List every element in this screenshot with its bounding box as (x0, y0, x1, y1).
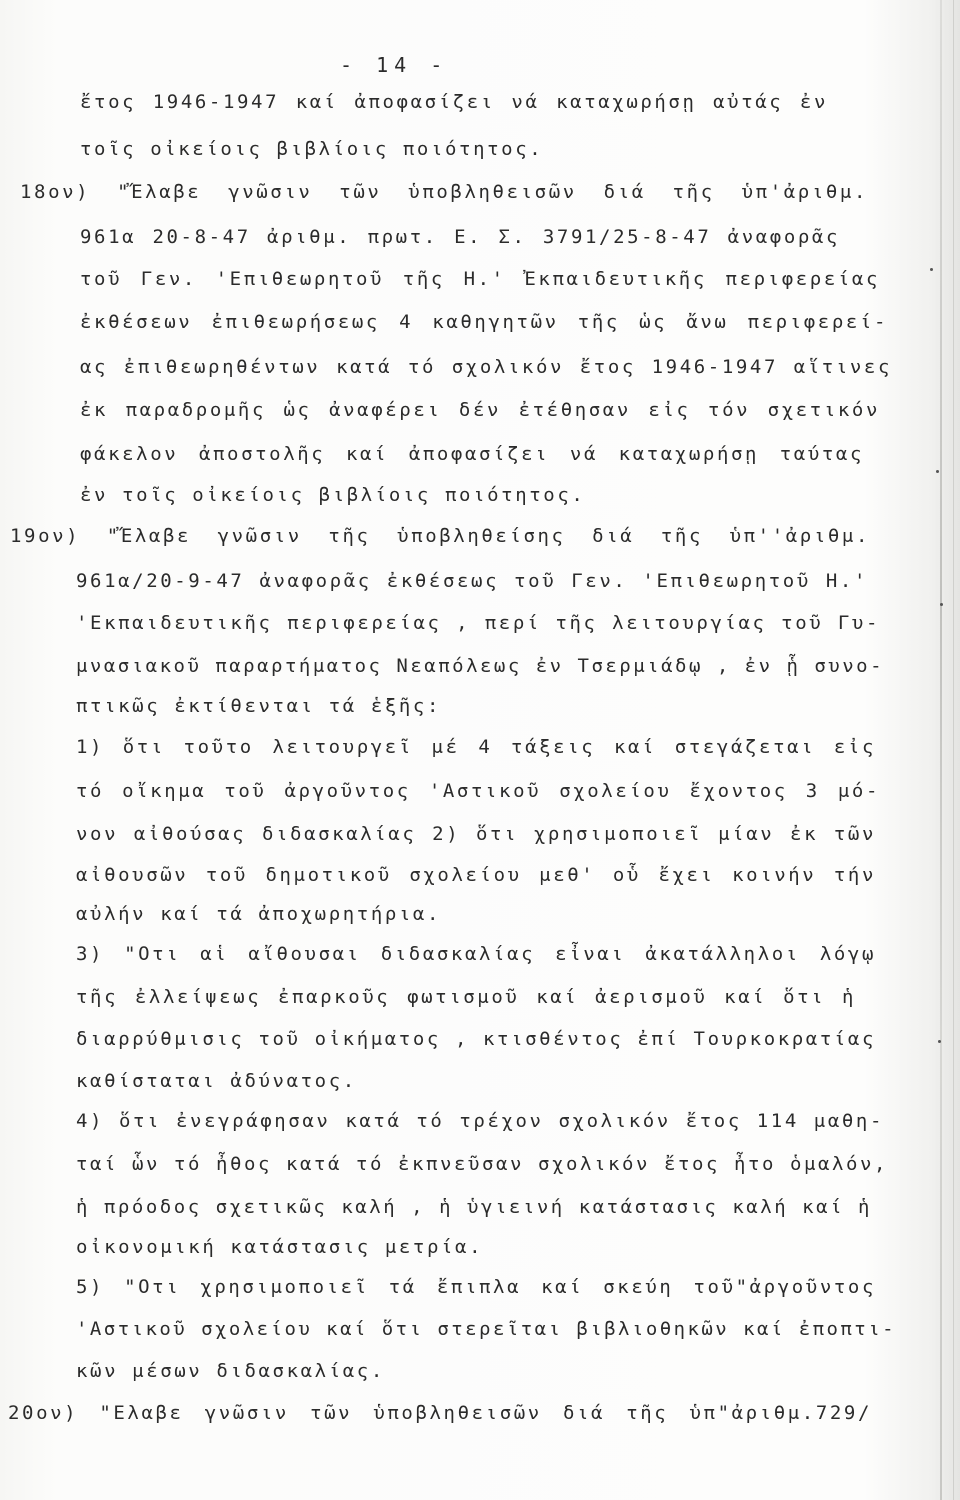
text-line: οἰκονομική κατάστασις μετρία. (76, 1236, 484, 1258)
text-line: διαρρύθμισις τοῦ οἰκήματος , κτισθέντος ἐπί Τουρκοκρατίας (76, 1028, 876, 1050)
text-line: αἰθουσῶν τοῦ δημοτικοῦ σχολείου μεθ' οὗ ἔχει κοινήν τήν (76, 864, 876, 886)
text-line: 'Εκπαιδευτικῆς περιφερείας , περί τῆς λειτουργίας τοῦ Γυ- (76, 612, 880, 634)
text-line: ας ἐπιθεωρηθέντων κατά τό σχολικόν ἔτος 1946-1947 αἵτινες (80, 356, 892, 378)
text-line: ἐν τοῖς οἰκείοις βιβλίοις ποιότητος. (80, 484, 586, 506)
text-line: 961α/20-9-47 ἀναφορᾶς ἐκθέσεως τοῦ Γεν. 'Επιθεωρητοῦ Η.' (76, 570, 868, 592)
item-18-heading: 18ον) "Ἔλαβε γνῶσιν τῶν ὑποβληθεισῶν διά τῆς ὑπ'ἀριθμ. (20, 181, 868, 203)
item-20-heading: 20ον) "Ελαβε γνῶσιν τῶν ὑποβληθεισῶν διά τῆς ὑπ"ἀριθμ.729/ (8, 1402, 872, 1424)
text-line: 3) "Οτι αἱ αἴθουσαι διδασκαλίας εἶναι ἀκατάλληλοι λόγῳ (76, 943, 876, 965)
text-line: τοῦ Γεν. 'Επιθεωρητοῦ τῆς Η.' Ἐκπαιδευτικῆς περιφερείας (80, 268, 880, 290)
text-line: 4) ὅτι ἐνεγράφησαν κατά τό τρέχον σχολικόν ἔτος 114 μαθη- (76, 1110, 884, 1132)
text-line: τῆς ἐλλείψεως ἐπαρκοῦς φωτισμοῦ καί ἀερισμοῦ καί ὅτι ἡ (76, 986, 856, 1008)
text-line: 5) "Οτι χρησιμοποιεῖ τά ἔπιπλα καί σκεύη τοῦ"ἀργοῦντος (76, 1276, 876, 1298)
text-line: 'Αστικοῦ σχολείου καί ὅτι στερεῖται βιβλιοθηκῶν καί ἐποπτι- (76, 1318, 896, 1340)
text-line: 1) ὅτι τοῦτο λειτουργεῖ μέ 4 τάξεις καί στεγάζεται εἰς (76, 736, 876, 758)
text-line: νον αἰθούσας διδασκαλίας 2) ὅτι χρησιμοποιεῖ μίαν ἐκ τῶν (76, 823, 876, 845)
text-line: φάκελον ἀποστολῆς καί ἀποφασίζει νά καταχωρήσῃ ταύτας (80, 443, 864, 465)
text-line: ἐκθέσεων ἐπιθεωρήσεως 4 καθηγητῶν τῆς ὡς ἄνω περιφερεί- (80, 311, 888, 333)
text-line: ἡ πρόοδος σχετικῶς καλή , ἡ ὑγιεινή κατάστασις καλή καί ἡ (76, 1196, 872, 1218)
stray-mark (930, 268, 933, 271)
text-line: τό οἴκημα τοῦ ἀργοῦντος 'Αστικοῦ σχολείου ἔχοντος 3 μό- (76, 780, 880, 802)
page-edge-line (953, 0, 954, 1500)
page-edge-shadow (940, 0, 942, 1500)
stray-mark (938, 1040, 941, 1043)
item-19-heading: 19ον) "Ἔλαβε γνῶσιν τῆς ὑποβληθείσης διά τῆς ὑπ''ἀριθμ. (10, 525, 870, 547)
stray-mark (936, 470, 939, 473)
text-line: ἔτος 1946-1947 καί ἀποφασίζει νά καταχωρήσῃ αὐτάς ἐν (80, 91, 828, 113)
text-line: καθίσταται ἀδύνατος. (76, 1070, 357, 1092)
text-line: ταί ὧν τό ἦθος κατά τό ἐκπνεῦσαν σχολικόν ἔτος ἦτο ὁμαλόν, (76, 1153, 888, 1175)
stray-mark (940, 603, 943, 606)
text-line: κῶν μέσων διδασκαλίας. (76, 1360, 385, 1382)
text-line: τοῖς οἰκείοις βιβλίοις ποιότητος. (80, 138, 544, 160)
text-line: ἐκ παραδρομῆς ὡς ἀναφέρει δέν ἐτέθησαν εἰς τόν σχετικόν (80, 399, 880, 421)
text-line: μνασιακοῦ παραρτήματος Νεαπόλεως ἐν Τσερμιάδῳ , ἐν ᾗ συνο- (76, 655, 884, 677)
text-line: αὐλήν καί τά ἀποχωρητήρια. (76, 903, 442, 925)
text-line: πτικῶς ἐκτίθενται τά ἑξῆς: (76, 695, 442, 717)
text-line: 961α 20-8-47 ἀριθμ. πρωτ. Ε. Σ. 3791/25-8-47 ἀναφορᾶς (80, 226, 840, 248)
page-number: - 14 - (340, 53, 449, 77)
